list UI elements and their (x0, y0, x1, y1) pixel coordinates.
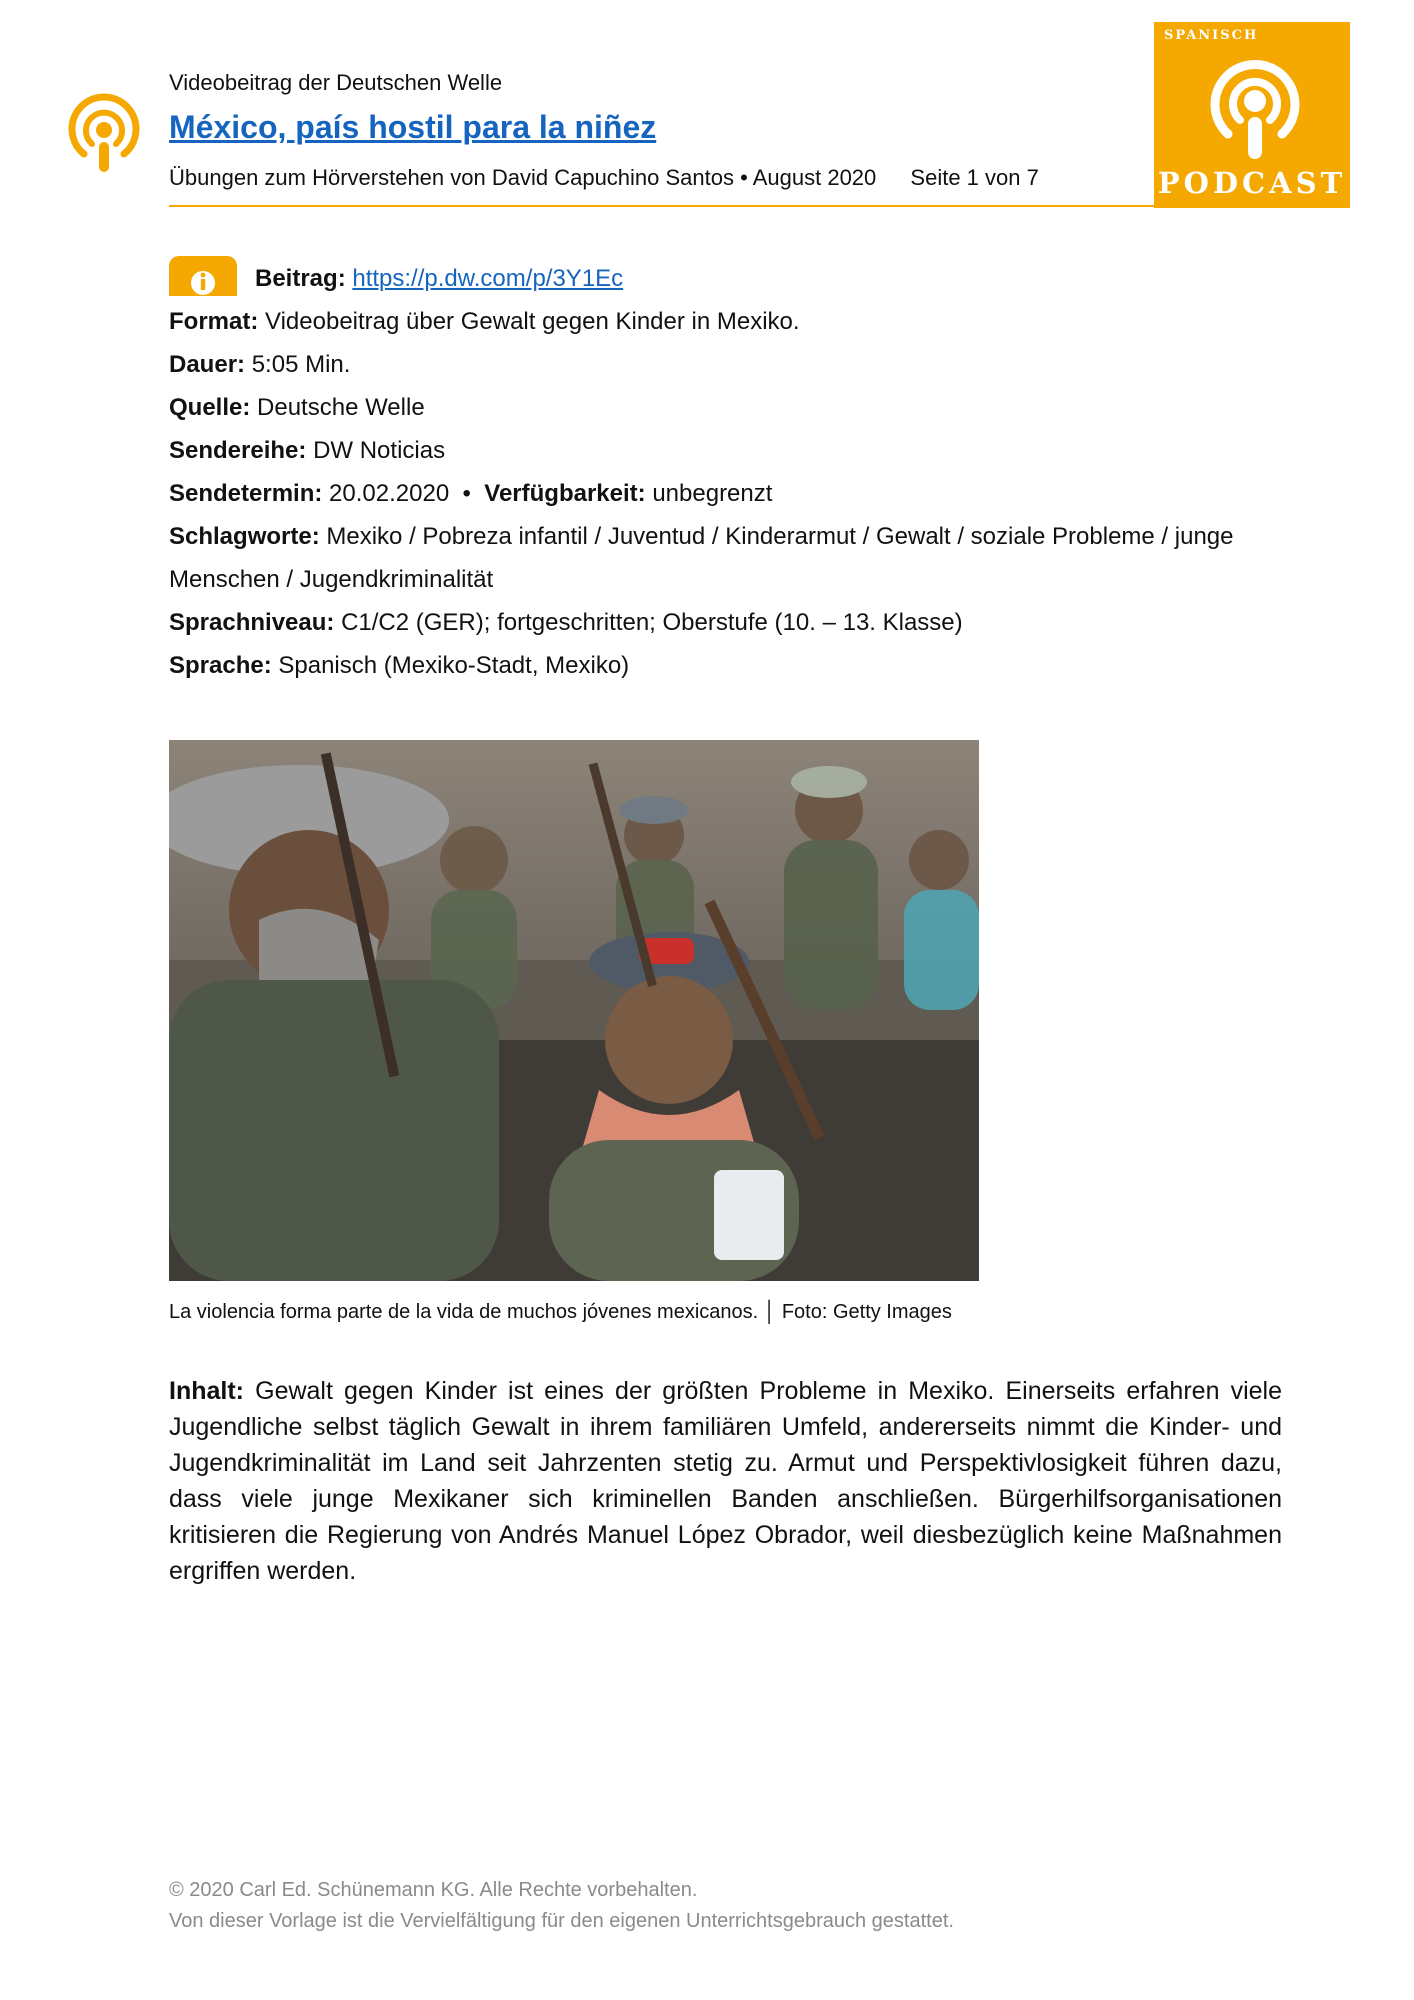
verfuegbarkeit-label: Verfügbarkeit: (484, 480, 646, 507)
beitrag-label: Beitrag: (255, 265, 346, 292)
beitrag-link[interactable]: https://p.dw.com/p/3Y1Ec (352, 265, 624, 292)
schlagworte-row (169, 523, 1234, 551)
beitrag-row (255, 265, 623, 293)
sendetermin-value: 20.02.2020 (329, 480, 450, 507)
page-title[interactable]: México, país hostil para la niñez (169, 109, 657, 145)
quelle-row (169, 394, 425, 422)
sprachniveau-label: Sprachniveau: (169, 609, 335, 636)
meta-author: Übungen zum Hörverstehen von David Capuchino Santos (169, 165, 734, 190)
dauer-value: 5:05 Min. (251, 351, 351, 378)
footer-copyright: © 2020 Carl Ed. Schünemann KG. Alle Rechte vorbehalten. (169, 1879, 698, 1901)
footer-notice: Von dieser Vorlage ist die Vervielfältigung für den eigenen Unterrichtsgebrauch gestattet. (169, 1910, 954, 1932)
inhalt-text: Gewalt gegen Kinder ist eines der größten Probleme in Mexiko. Einerseits erfahren viele Jugendliche selbst täglich Gewalt in ihrem familiären Umfeld, andererseits nimmt die Kinder- und Jugendkriminalität im Land seit Jahrzenten stetig zu. Armut und Perspektivlosigkeit führen dazu, dass viele junge Mexikaner sich kriminellen Banden anschließen. Bürgerhilfsorganisationen kritisieren die Regierung von Andrés Manuel López Obrador, weil diesbezüglich keine Maßnahmen ergriffen werden. (169, 1377, 1282, 1585)
format-label: Format: (169, 308, 259, 335)
photo-caption: La violencia forma parte de la vida de muchos jóvenes mexicanos. │ Foto: Getty Images (169, 1301, 952, 1323)
inhalt-label: Inhalt: (169, 1377, 244, 1405)
logo-label-top: SPANISCH (1164, 28, 1259, 43)
schlagworte-label: Schlagworte: (169, 523, 320, 550)
quelle-label: Quelle: (169, 394, 251, 421)
spanisch-podcast-logo (1154, 22, 1350, 208)
meta-page: Seite 1 von 7 (910, 165, 1039, 190)
schlagworte-value-line2: Menschen / Jugendkriminalität (169, 566, 494, 593)
article-photo (169, 740, 979, 1281)
header-meta (169, 165, 1039, 191)
sendereihe-value: DW Noticias (313, 437, 446, 464)
header-subtitle: Videobeitrag der Deutschen Welle (169, 70, 503, 95)
row-separator: • (462, 480, 471, 507)
info-icon (169, 256, 237, 296)
podcast-icon (1210, 54, 1300, 162)
sprachniveau-value: C1/C2 (GER); fortgeschritten; Oberstufe (10. – 13. Klasse) (341, 609, 963, 636)
logo-label-bottom: PODCAST (1157, 166, 1347, 200)
header-divider (169, 205, 1154, 207)
verfuegbarkeit-value: unbegrenzt (652, 480, 773, 507)
sprachniveau-row (169, 609, 963, 637)
schlagworte-value-line1: Mexiko / Pobreza infantil / Juventud / Kinderarmut / Gewalt / soziale Probleme / junge (326, 523, 1234, 550)
sendetermin-label: Sendetermin: (169, 480, 323, 507)
sendetermin-row (169, 480, 772, 508)
format-value: Videobeitrag über Gewalt gegen Kinder in Mexiko. (265, 308, 800, 335)
meta-date: August 2020 (752, 165, 877, 190)
sprache-row (169, 652, 629, 680)
quelle-value: Deutsche Welle (257, 394, 425, 421)
sendereihe-label: Sendereihe: (169, 437, 307, 464)
sprache-value: Spanisch (Mexiko-Stadt, Mexiko) (278, 652, 630, 679)
meta-separator: • (740, 165, 748, 190)
podcast-icon (64, 92, 144, 176)
sendereihe-row (169, 437, 445, 465)
inhalt-paragraph (169, 1373, 1282, 1589)
dauer-label: Dauer: (169, 351, 246, 378)
dauer-row (169, 351, 350, 379)
sprache-label: Sprache: (169, 652, 272, 679)
format-row (169, 308, 800, 336)
